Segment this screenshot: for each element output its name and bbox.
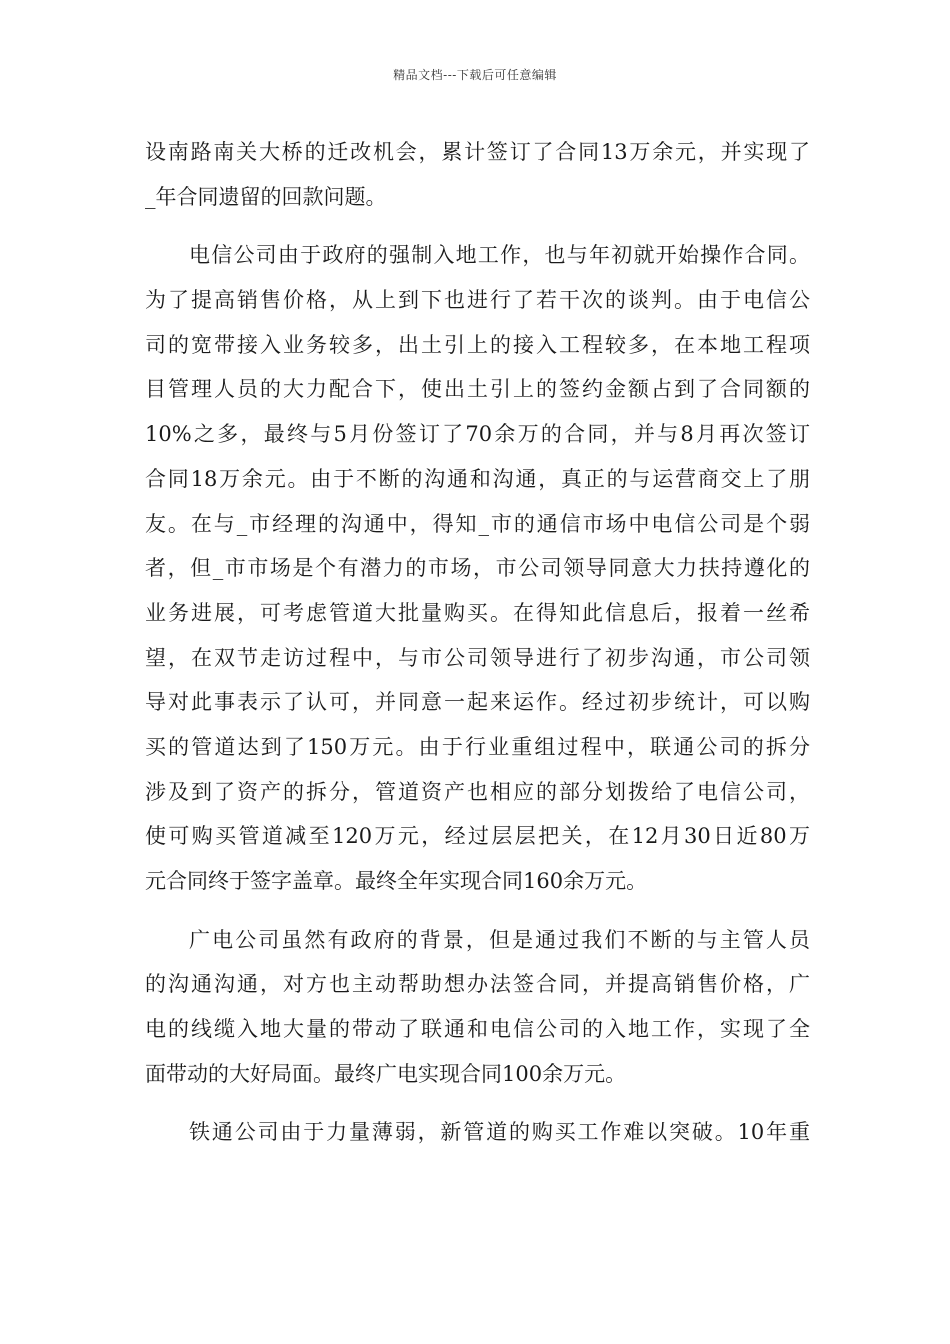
text-line: 买的管道达到了150万元。由于行业重组过程中，联通公司的拆分 [145,734,810,759]
text-line: 的沟通沟通，对方也主动帮助想办法签合同，并提高销售价格，广 [145,972,810,997]
text-line: 广电公司虽然有政府的背景，但是通过我们不断的与主管人员 [189,927,810,952]
text-line: 元合同终于签字盖章。最终全年实现合同160余万元。 [145,869,648,893]
text-line: 涉及到了资产的拆分，管道资产也相应的部分划拨给了电信公司， [145,779,810,804]
paragraph [145,918,810,1097]
paragraph [145,130,810,219]
paragraph [145,233,810,903]
text-line: 望，在双节走访过程中，与市公司领导进行了初步沟通，市公司领 [145,645,810,670]
text-line: 导对此事表示了认可，并同意一起来运作。经过初步统计，可以购 [145,690,810,715]
text-line: 者，但_市市场是个有潜力的市场，市公司领导同意大力扶持遵化的 [145,556,810,581]
text-line: 司的宽带接入业务较多，出土引上的接入工程较多，在本地工程项 [145,332,810,357]
text-line: 设南路南关大桥的迁改机会，累计签订了合同13万余元，并实现了 [145,140,810,164]
text-line: _年合同遗留的回款问题。 [145,184,387,209]
paragraph [145,1110,810,1155]
text-line: 业务进展，可考虑管道大批量购买。在得知此信息后，报着一丝希 [145,600,810,625]
text-line: 铁通公司由于力量薄弱，新管道的购买工作难以突破。10年重 [189,1120,810,1145]
text-line: 10%之多，最终与5月份签订了70余万的合同，并与8月再次签订 [145,422,810,447]
text-line: 使可购买管道减至120万元，经过层层把关，在12月30日近80万 [145,824,810,849]
text-line: 友。在与_市经理的沟通中，得知_市的通信市场中电信公司是个弱 [145,511,810,536]
text-line: 面带动的大好局面。最终广电实现合同100余万元。 [145,1061,627,1086]
text-line: 为了提高销售价格，从上到下也进行了若干次的谈判。由于电信公 [145,288,810,313]
text-line: 目管理人员的大力配合下，使出土引上的签约金额占到了合同额的 [145,377,810,402]
document-body [145,130,810,1155]
page-header: 精品文档---下载后可任意编辑 [393,68,557,82]
text-line: 电的线缆入地大量的带动了联通和电信公司的入地工作，实现了全 [145,1017,810,1042]
text-line: 合同18万余元。由于不断的沟通和沟通，真正的与运营商交上了朋 [145,466,810,491]
text-line: 电信公司由于政府的强制入地工作，也与年初就开始操作合同。 [189,243,810,268]
